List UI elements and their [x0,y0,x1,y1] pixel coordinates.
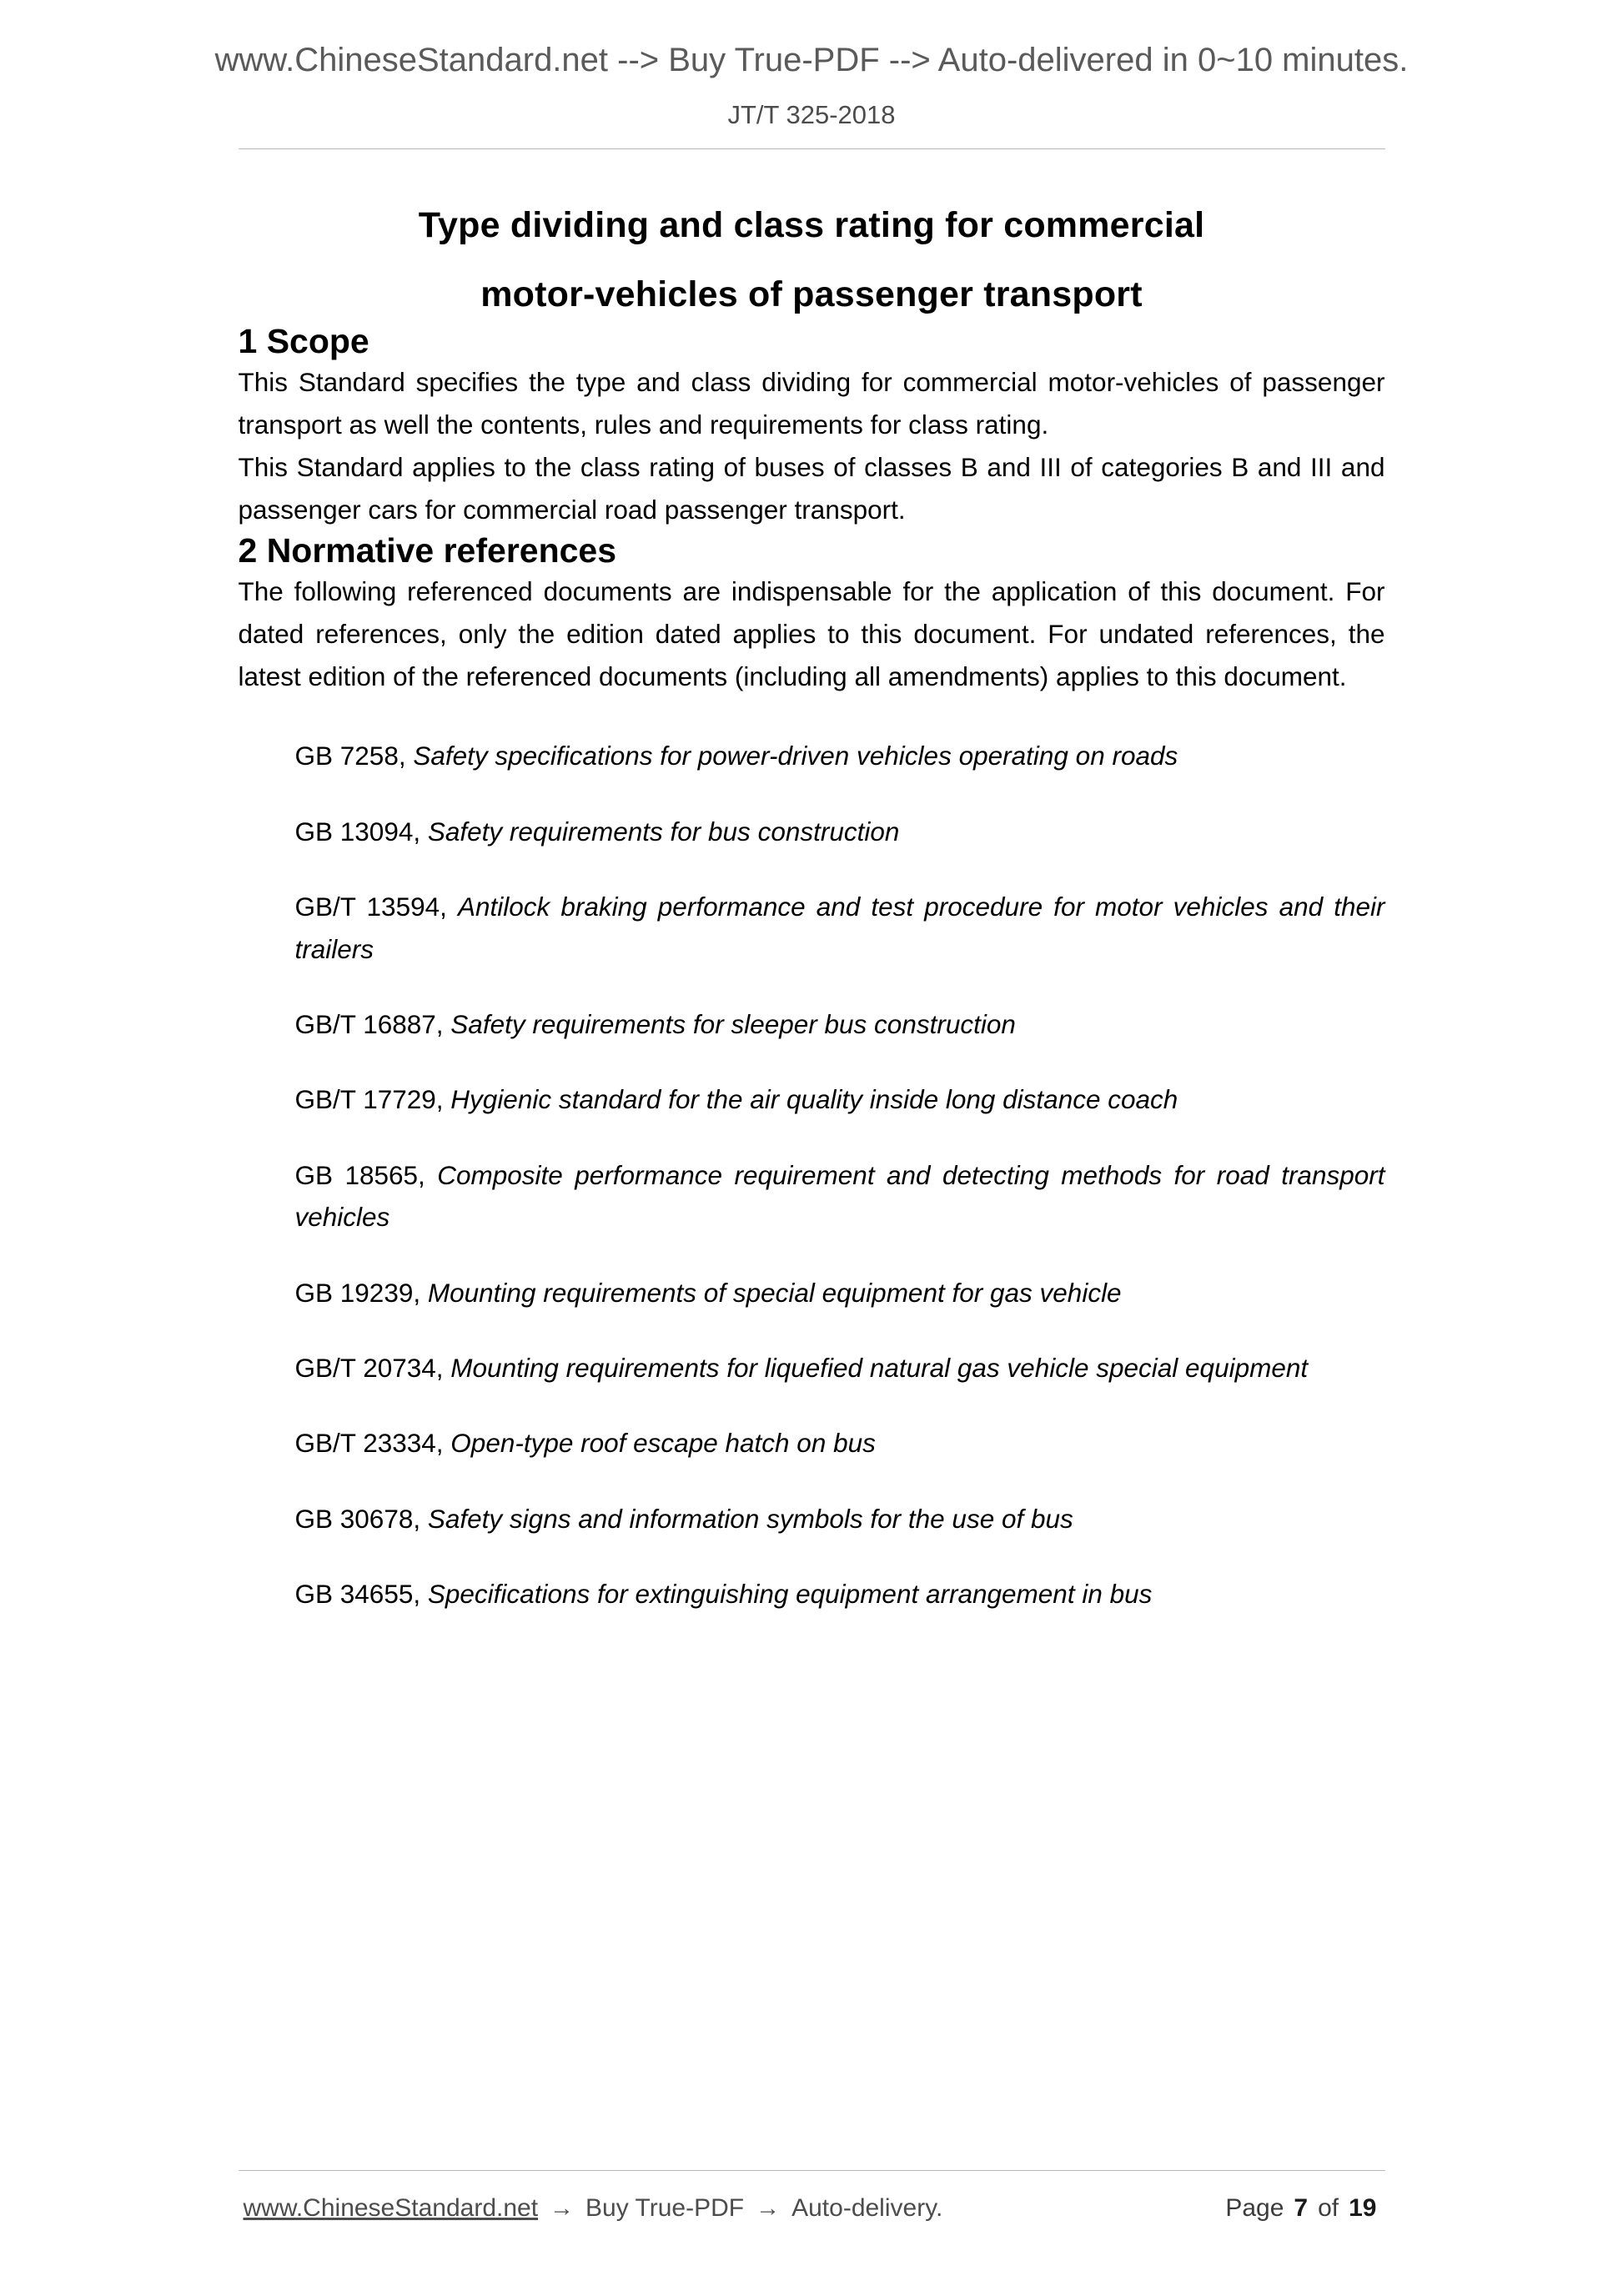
footer-delivery-label: Auto-delivery. [791,2194,943,2222]
page-footer [0,2170,1623,2223]
reference-title: Safety requirements for bus construction [427,816,900,847]
standard-code: JT/T 325-2018 [727,100,896,129]
reference-code: GB 7258, [294,741,414,771]
reference-code: GB 18565, [294,1159,438,1190]
reference-title: Antilock braking performance and test procedure for motor vehicles and their trailers [294,892,1385,964]
list-item [239,1078,1385,1120]
footer-row [239,2194,1385,2223]
reference-title: Hygienic standard for the air quality inside long distance coach [450,1084,1178,1115]
promo-banner: www.ChineseStandard.net --> Buy True-PDF --> Auto-delivered in 0~10 minutes. [214,42,1409,78]
normative-references-intro: The following referenced documents are indispensable for the application of this document. For dated references, only the edition dated applies to this document. For undated references, the latest edition of the referenced documents (including all amendments) applies to this document. [238,576,1385,692]
page-number: 7 [1294,2194,1309,2222]
scope-paragraph-2: This Standard applies to the class rating of buses of classes B and III of categories B and III and passenger cars for commercial road passenger transport. [238,452,1385,525]
reference-title: Mounting requirements of special equipment for gas vehicle [427,1277,1122,1308]
list-item [239,735,1385,776]
reference-code: GB 19239, [294,1277,428,1308]
reference-title: Open-type roof escape hatch on bus [450,1428,876,1459]
of-label: of [1318,2194,1339,2222]
page-title [239,198,1385,322]
page-title-line-1: Type dividing and class rating for commercial [418,205,1205,245]
normative-reference-list [239,735,1385,1615]
footer-site-link[interactable]: www.ChineseStandard.net [243,2194,539,2222]
footer-left-group [244,2194,943,2223]
list-item [239,1498,1385,1540]
reference-title: Safety requirements for sleeper bus construction [450,1008,1016,1039]
section-heading-normative-references: 2 Normative references [238,531,617,570]
reference-code: GB 34655, [294,1579,428,1610]
right-arrow-icon: → [550,2195,575,2222]
list-item [239,886,1385,970]
document-content [239,149,1385,1615]
list-item [239,1573,1385,1615]
reference-title: Specifications for extinguishing equipment arrangement in bus [427,1579,1153,1610]
footer-buy-label: Buy True-PDF [585,2194,745,2222]
reference-title: Composite performance requirement and detecting methods for road transport vehicles [294,1159,1385,1233]
footer-divider [239,2170,1385,2171]
reference-code: GB/T 17729, [294,1084,451,1115]
reference-code: GB/T 13594, [294,892,458,922]
reference-title: Safety specifications for power-driven vehicles operating on roads [413,741,1178,771]
page-label: Page [1225,2194,1284,2222]
total-pages: 19 [1349,2194,1377,2222]
reference-code: GB 13094, [294,816,428,847]
right-arrow-icon: → [756,2195,781,2222]
list-item [239,1272,1385,1314]
list-item [239,1003,1385,1045]
reference-code: GB/T 20734, [294,1352,451,1383]
reference-code: GB/T 16887, [294,1008,451,1039]
page-indicator [1225,2194,1384,2223]
reference-code: GB 30678, [294,1503,428,1534]
list-item [239,1154,1385,1238]
list-item [239,1422,1385,1464]
reference-code: GB/T 23334, [294,1428,451,1459]
reference-title: Mounting requirements for liquefied natural gas vehicle special equipment [450,1352,1309,1383]
section-heading-scope: 1 Scope [238,322,369,361]
scope-paragraph-1: This Standard specifies the type and class dividing for commercial motor-vehicles of passenger transport as well the contents, rules and requirements for class rating. [238,367,1385,440]
reference-title: Safety signs and information symbols for the use of bus [427,1503,1073,1534]
list-item [239,811,1385,852]
list-item [239,1347,1385,1389]
page-title-line-2: motor-vehicles of passenger transport [480,274,1143,314]
